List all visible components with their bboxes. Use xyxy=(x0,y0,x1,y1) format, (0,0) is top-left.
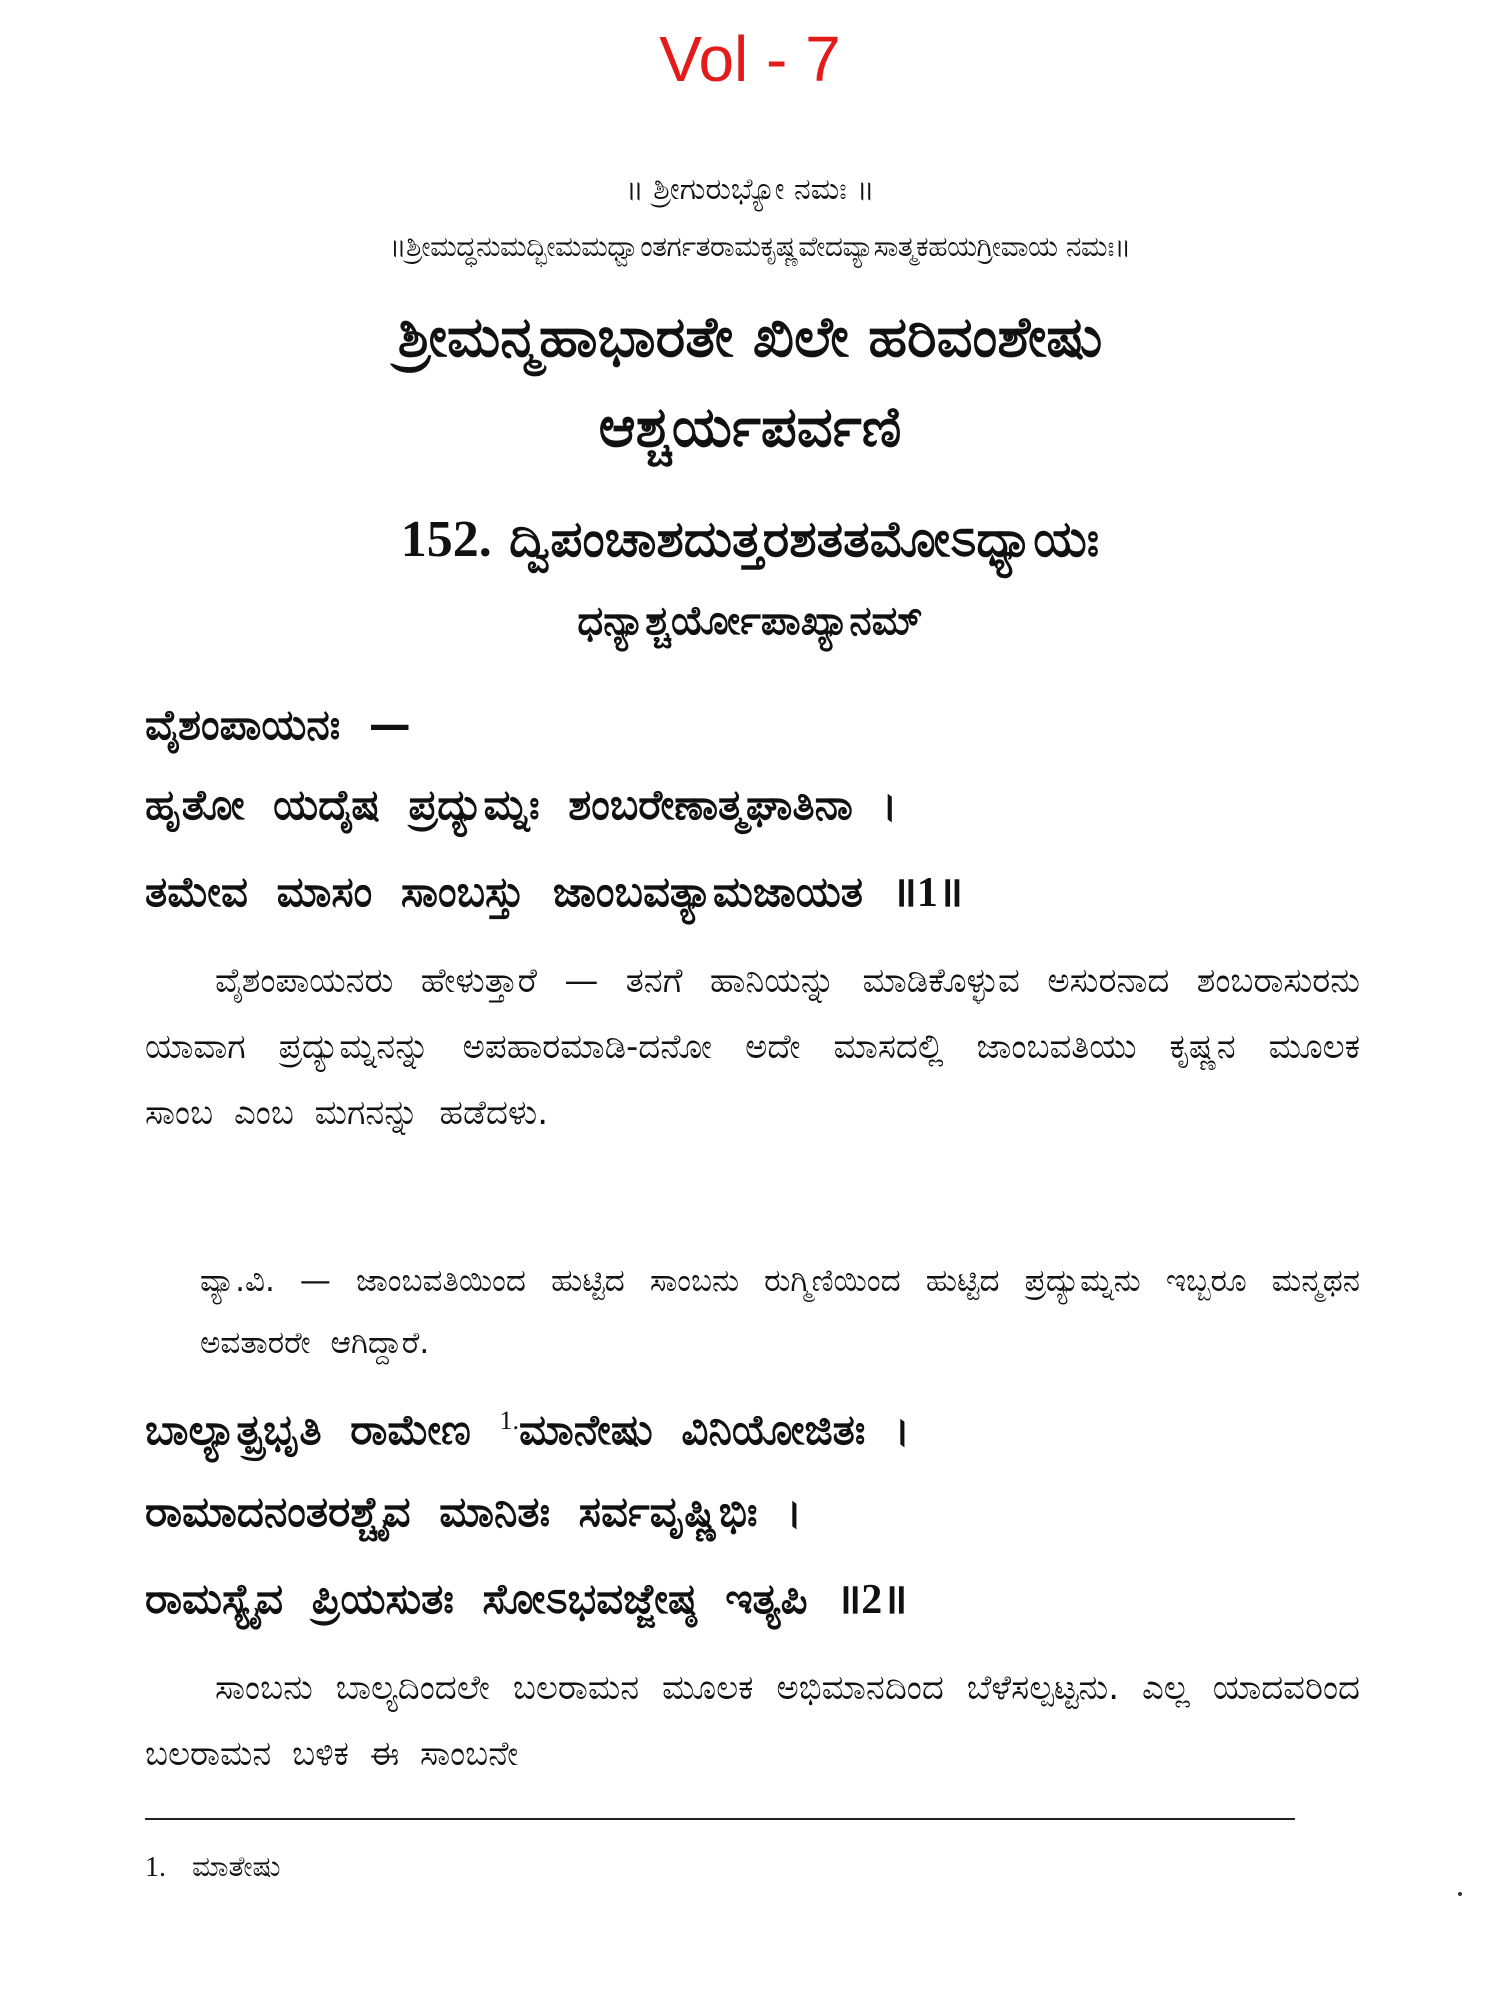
verse-2-line-3 xyxy=(145,1569,1365,1626)
verse-2-line-1 xyxy=(145,1405,1365,1455)
verse-1-line-2-text: ತಮೇವ ಮಾಸಂ ಸಾಂಬಸ್ತು ಜಾಂಬವತ್ಯಾಮಜಾಯತ xyxy=(145,867,864,916)
chapter-name: ದ್ವಿಪಂಚಾಶದುತ್ತರಶತತಮೋಽಧ್ಯಾಯಃ xyxy=(509,510,1100,568)
footnote-text: ಮಾತೇಷು xyxy=(192,1850,281,1883)
paragraph-1 xyxy=(145,948,1360,1146)
chapter-number: 152. xyxy=(400,511,492,568)
verse-2-line-2: ರಾಮಾದನಂತರಶ್ಚೈವ ಮಾನಿತಃ ಸರ್ವವೃಷ್ಣಿಭಿಃ । xyxy=(145,1487,802,1536)
volume-label: Vol - 7 xyxy=(659,23,841,95)
paragraph-2-text: ಸಾಂಬನು ಬಾಲ್ಯದಿಂದಲೇ ಬಲರಾಮನ ಮೂಲಕ ಅಭಿಮಾನದಿಂದ ಬೆಳೆಸಲ್ಪಟ್ಟನು. ಎಲ್ಲ ಯಾದವರಿಂದ ಬಲರಾಮನ ಬಳಿಕ ಈ ಸಾಂಬನೇ xyxy=(145,1668,1360,1774)
footnote-marker: 1. xyxy=(499,1406,519,1435)
verse-2-line-1-a: ಬಾಲ್ಯಾತ್ಪ್ರಭೃತಿ ರಾಮೇಣ xyxy=(145,1405,471,1454)
footnote-number: 1. xyxy=(145,1852,166,1883)
footnote xyxy=(145,1850,280,1884)
verse-1-line-1: ಹೃತೋ ಯದೈಷ ಪ್ರದ್ಯುಮ್ನಃ ಶಂಬರೇಣಾತ್ಮಘಾತಿನಾ । xyxy=(145,780,898,829)
chapter-heading xyxy=(0,510,1500,569)
verse-2-line-1-b: ಮಾನೇಷು ವಿನಿಯೋಜಿತಃ । xyxy=(518,1405,910,1454)
verse-1-line-2 xyxy=(145,862,1365,919)
verse-2-line-3-text: ರಾಮಸ್ಯೈವ ಪ್ರಿಯಸುತಃ ಸೋಽಭವಜ್ಜೇಷ್ಠ ಇತ್ಯಪಿ xyxy=(145,1574,808,1623)
invocation-line-1: ॥ ಶ್ರೀಗುರುಭ್ಯೋ ನಮಃ ॥ xyxy=(625,172,875,207)
verse-1-number: ॥1॥ xyxy=(891,870,964,916)
chapter-subtitle: ಧನ್ಯಾಶ್ಚರ್ಯೋಪಾಖ್ಯಾನಮ್ xyxy=(577,598,923,644)
footnote-divider xyxy=(145,1818,1295,1820)
invocation-line-2: ॥ಶ್ರೀಮದ್ಧನುಮದ್ಭೀಮಮಧ್ವಾಂತರ್ಗತರಾಮಕೃಷ್ಣವೇದವ್ಯಾಸಾತ್ಮಕಹಯಗ್ರೀವಾಯ ನಮಃ॥ xyxy=(389,230,1131,263)
note-1: ವ್ಯಾ.ವಿ. — ಜಾಂಬವತಿಯಿಂದ ಹುಟ್ಟಿದ ಸಾಂಬನು ರುಗ್ಮಿಣಿಯಿಂದ ಹುಟ್ಟಿದ ಪ್ರದ್ಯುಮ್ನನು ಇಬ್ಬರೂ ಮನ್ಮಥನ ಅವತಾರರೇ ಆಗಿದ್ದಾರೆ. xyxy=(200,1263,1360,1361)
paragraph-2 xyxy=(145,1655,1360,1787)
title-line-1: ಶ್ರೀಮನ್ಮಹಾಭಾರತೇ ಖಿಲೇ ಹರಿವಂಶೇಷು xyxy=(397,305,1103,370)
stray-dot xyxy=(1458,1892,1462,1896)
speaker-line: ವೈಶಂಪಾಯನಃ — xyxy=(145,700,411,749)
title-line-2: ಆಶ್ಚರ್ಯಪರ್ವಣಿ xyxy=(598,395,902,460)
paragraph-1-text: ವೈಶಂಪಾಯನರು ಹೇಳುತ್ತಾರೆ — ತನಗೆ ಹಾನಿಯನ್ನು ಮಾಡಿಕೊಳ್ಳುವ ಅಸುರನಾದ ಶಂಬರಾಸುರನು ಯಾವಾಗ ಪ್ರದ್ಯುಮ್ನನನ್ನು ಅಪಹಾರಮಾಡಿ-ದನೋ ಅದೇ ಮಾಸದಲ್ಲಿ ಜಾಂಬವತಿಯು ಕೃಷ್ಣನ ಮೂಲಕ ಸಾಂಬ ಎಂಬ ಮಗನನ್ನು ಹಡೆದಳು. xyxy=(145,961,1360,1133)
verse-2-number: ॥2॥ xyxy=(836,1577,908,1623)
